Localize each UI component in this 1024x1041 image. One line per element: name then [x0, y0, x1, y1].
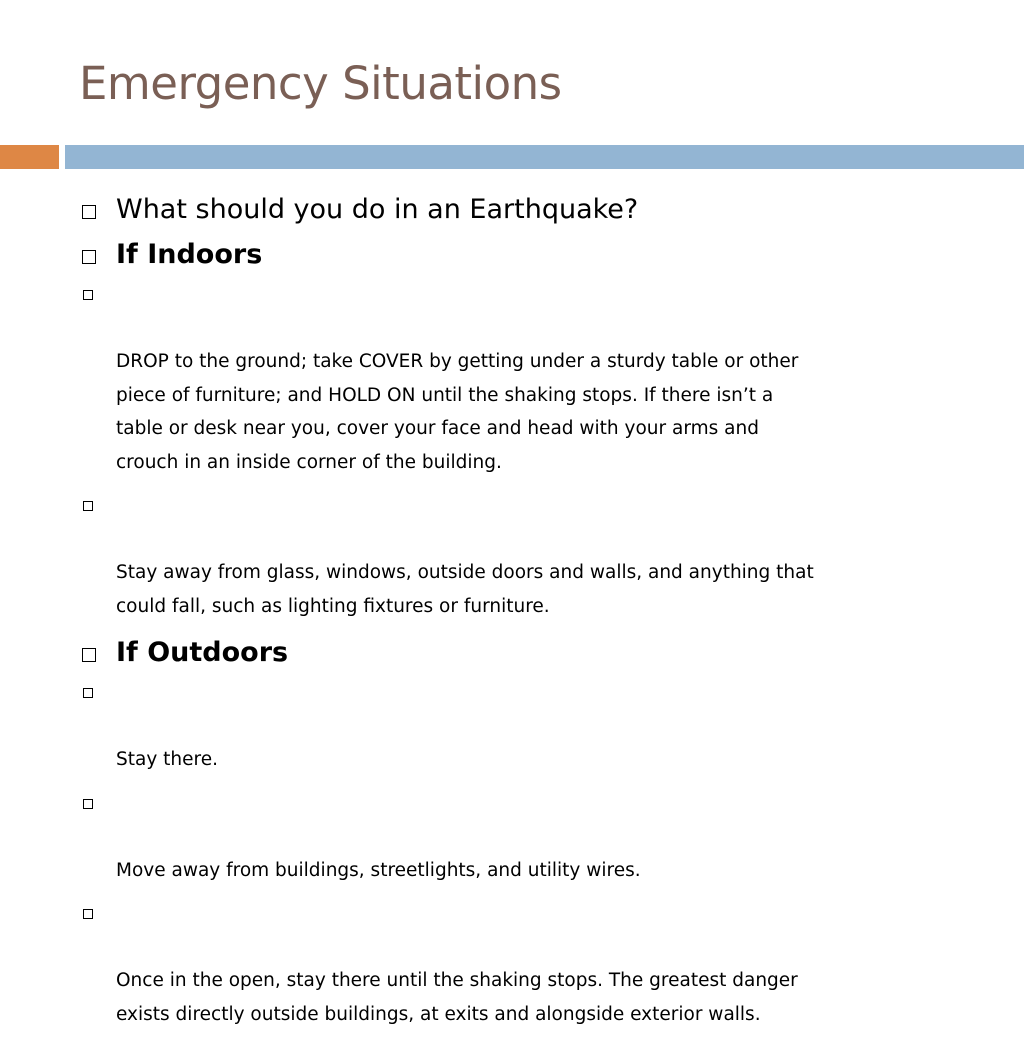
square-bullet-icon	[83, 501, 93, 511]
title-rule-bar	[65, 145, 1024, 169]
square-bullet-icon	[82, 205, 96, 219]
bullet-outdoors-move-away	[80, 787, 980, 888]
heading-if-indoors	[80, 235, 980, 275]
square-bullet-icon	[82, 250, 96, 264]
square-bullet-icon	[83, 909, 93, 919]
bullet-indoors-drop	[80, 278, 980, 479]
heading-if-outdoors	[80, 633, 980, 673]
bullet-text: What should you do in an Earthquake?	[116, 194, 639, 225]
title-accent-bar	[0, 145, 59, 169]
slide-title: Emergency Situations	[79, 57, 562, 110]
square-bullet-icon	[83, 799, 93, 809]
bullet-question	[80, 190, 980, 230]
square-bullet-icon	[83, 290, 93, 300]
square-bullet-icon	[82, 648, 96, 662]
slide-content	[80, 190, 980, 1041]
bullet-text: Move away from buildings, streetlights, and utility wires.	[116, 859, 641, 881]
bullet-text: DROP to the ground; take COVER by getting under a sturdy table or other piece of furniture; and HOLD ON until the shaking stops. If there isn’t a table or desk near you, cover your face and head with your arms and crouch in an inside corner of the building.	[116, 351, 799, 473]
bullet-text: Once in the open, stay there until the shaking stops. The greatest danger exists directly outside buildings, at exits and alongside exterior walls.	[116, 970, 798, 1025]
bullet-outdoors-open	[80, 897, 980, 1031]
heading-text: If Outdoors	[116, 637, 289, 668]
bullet-indoors-stay-away	[80, 489, 980, 623]
heading-text: If Indoors	[116, 239, 263, 270]
bullet-text: Stay away from glass, windows, outside doors and walls, and anything that could fall, such as lighting fixtures or furniture.	[116, 562, 814, 617]
bullet-text: Stay there.	[116, 749, 218, 770]
square-bullet-icon	[83, 688, 93, 698]
bullet-outdoors-stay-there	[80, 676, 980, 777]
